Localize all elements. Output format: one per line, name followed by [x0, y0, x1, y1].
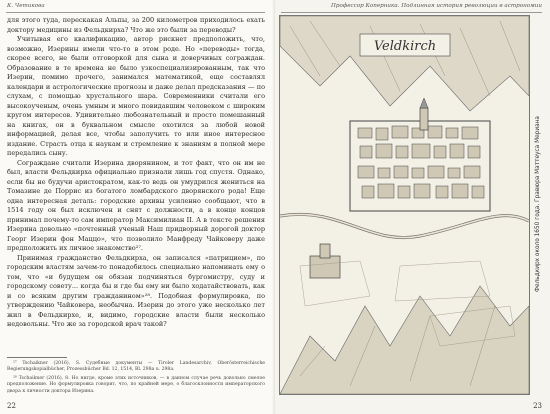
page-number-left: 22	[7, 402, 16, 410]
running-head-author: К. Четикова	[7, 3, 45, 9]
engraving-title: Veldkirch	[373, 39, 437, 54]
footnote-27: ²⁷ Tschaikner (2016), S. Судебные документы — Tiroler Landesarchiv, Oberösterreichische Regierungskopialbücher, Prozessbücher Bd. 12, 1514, Bl. 298a u. 298a.	[7, 361, 265, 373]
right-page	[275, 0, 550, 414]
header-rule	[6, 12, 265, 13]
engraving-feldkirch-view	[279, 15, 530, 395]
paragraph-2: Учитывая его квалификацию, автор рискнет предположить, что, возможно, Изерины имели что-то в этом роде. Но «переводы» тогда, скорее всего, не были отговоркой для сына и доверчивых сограждан. Образование в те времена не было узкоспециализированным, так что Изерин, помимо прочего, занимался математикой, еще составлял календари и астрологические прогнозы и даже делал предсказания — по слухам, с помощью хрустального шара. Современники считали его высокоученым, очень умным и много повидавшим человеком с широким кругом интересов. Удивительно любознательный и просто помешанный на книгах, он в буквальном смысле охотился за любой новой информацией, делая все, чтобы заполучить то или иное интересное издание. Страсть отца к наукам и стремление к знаниям в полной мере передались сыну.	[7, 35, 265, 157]
page-number-right: 23	[533, 402, 542, 410]
paragraph-3: Сограждане считали Изерина дворянином, и тот факт, что он им не был, власти Фельдкирха официально признали лишь год спустя. Однако, если бы не будучи аристократом, как-то ведь он умудрился жениться на Томазине де Поррис из богатого ломбардского дворянского рода! Еще одна интересная деталь: городские архивы усиленно сообщают, что в 1514 году он был исключен и снят с должности, а в конце концов принимал почему-то сам император Максимилиан II. А в тексте решения Изерина довольно «почтенный ученый Наш придворный дорогой доктор Георг Изерин фон Маццо», что позволило Манфреду Чайковеру даже предположить их личное знакомство²⁷.	[7, 158, 265, 252]
body-text	[7, 16, 265, 330]
footnotes	[7, 361, 265, 397]
figure-caption: Фельдкирх около 1650 года. Гравюра Маттеуса Мериана	[535, 116, 541, 292]
engraving-illustration	[280, 16, 529, 394]
paragraph-1: для этого туда, перескакая Альпы, за 200 километров приходилось ехать доктору медицины из Фельдкирха? Что же это были за переводы?	[7, 16, 265, 34]
header-rule	[281, 12, 542, 13]
footnote-28: ²⁸ Tschaikner (2016), 8. Но нигде, кроме этих источников, — в данном случае речь довольно смелое предположение. Но формулировка говорит, что, по крайней мере, о благосклонности императорского двора к личности доктора Изерина.	[7, 375, 265, 394]
paragraph-4: Принимая гражданство Фельдкирха, он записался «патрицием», по городским властям зачем-то понадобилось специально напоминать ему о том, что «и будущем он обязан подчиняться бургомистру, суду и городскому совету... когда бы и где бы ему ни было ходатайствовать, как и со всяким другим гражданином»²⁸. Подобная формулировка, по утверждению Чайковера, необычна. Изерин до этого уже несколько лет жил в Фельдкирхе, и, видимо, городские власти были несколько недовольны. Что же за городской врач такой?	[7, 253, 265, 328]
caption-column	[532, 15, 544, 393]
running-head-title: Профессор Коперника. Подлинная история революции в астрономии	[331, 3, 542, 9]
footnote-rule	[7, 357, 67, 358]
